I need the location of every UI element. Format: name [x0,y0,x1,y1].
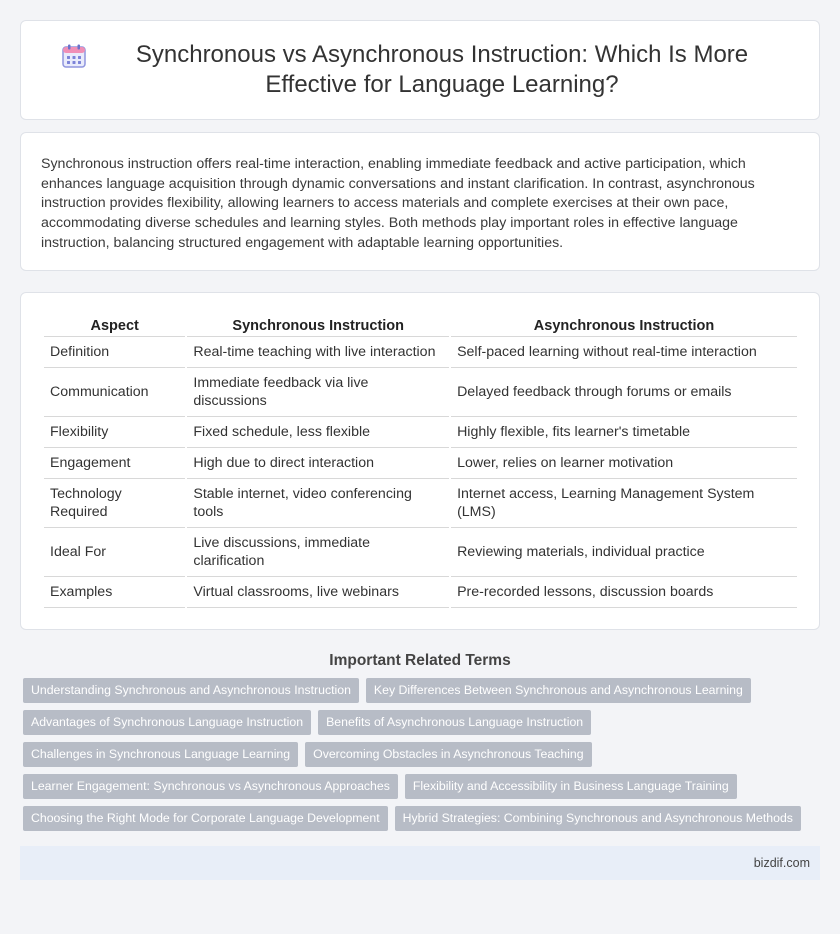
table-header-row [44,311,797,337]
related-term-link[interactable]: Key Differences Between Synchronous and Asynchronous Learning [366,678,751,703]
table-row [44,337,797,368]
cell-asynchronous: Delayed feedback through forums or emails [451,368,797,417]
table-row [44,448,797,479]
cell-asynchronous: Lower, relies on learner motivation [451,448,797,479]
related-term-link[interactable]: Understanding Synchronous and Asynchronous Instruction [23,678,359,703]
cell-asynchronous: Highly flexible, fits learner's timetable [451,417,797,448]
related-term-link[interactable]: Advantages of Synchronous Language Instruction [23,710,311,735]
cell-synchronous: Virtual classrooms, live webinars [187,577,449,608]
related-terms-list [0,678,840,838]
summary-card [20,132,820,271]
cell-aspect: Definition [44,337,185,368]
cell-aspect: Engagement [44,448,185,479]
related-term-link[interactable]: Overcoming Obstacles in Asynchronous Teaching [305,742,591,767]
cell-asynchronous: Self-paced learning without real-time interaction [451,337,797,368]
table-row [44,479,797,528]
related-term-link[interactable]: Choosing the Right Mode for Corporate Language Development [23,806,388,831]
footer-site-link[interactable]: bizdif.com [753,856,810,870]
summary-text: Synchronous instruction offers real-time interaction, enabling immediate feedback and active participation, which enhances language acquisition through dynamic conversations and instant clarification. In contrast, asynchronous instruction provides flexibility, allowing learners to access materials and complete exercises at their own pace, accommodating diverse schedules and learning styles. Both methods play important roles in effective language instruction, balancing structured engagement with adaptable learning opportunities. [41,156,755,251]
table-row [44,368,797,417]
title-card [20,20,820,120]
cell-aspect: Communication [44,368,185,417]
related-terms-title: Important Related Terms [329,652,511,669]
cell-asynchronous: Internet access, Learning Management System (LMS) [451,479,797,528]
table-row [44,577,797,608]
cell-aspect: Technology Required [44,479,185,528]
cell-synchronous: Real-time teaching with live interaction [187,337,449,368]
header-synchronous: Synchronous Instruction [187,311,449,337]
cell-synchronous: Live discussions, immediate clarification [187,528,449,577]
cell-aspect: Examples [44,577,185,608]
cell-synchronous: Fixed schedule, less flexible [187,417,449,448]
related-term-link[interactable]: Learner Engagement: Synchronous vs Asynchronous Approaches [23,774,398,799]
comparison-card [20,292,820,630]
related-term-link[interactable]: Challenges in Synchronous Language Learning [23,742,298,767]
page-title: Synchronous vs Asynchronous Instruction: Which Is More Effective for Language Learning? [135,41,749,98]
header-aspect: Aspect [44,311,185,337]
header-asynchronous: Asynchronous Instruction [451,311,797,337]
related-term-link[interactable]: Benefits of Asynchronous Language Instruction [318,710,591,735]
cell-synchronous: Immediate feedback via live discussions [187,368,449,417]
table-row [44,417,797,448]
cell-synchronous: High due to direct interaction [187,448,449,479]
cell-aspect: Flexibility [44,417,185,448]
cell-asynchronous: Reviewing materials, individual practice [451,528,797,577]
cell-asynchronous: Pre-recorded lessons, discussion boards [451,577,797,608]
cell-aspect: Ideal For [44,528,185,577]
comparison-table [42,311,799,608]
calendar-icon [61,43,87,69]
related-term-link[interactable]: Hybrid Strategies: Combining Synchronous and Asynchronous Methods [395,806,801,831]
related-term-link[interactable]: Flexibility and Accessibility in Business Language Training [405,774,737,799]
table-row [44,528,797,577]
cell-synchronous: Stable internet, video conferencing tools [187,479,449,528]
title-wrap [61,40,779,100]
footer [20,846,820,880]
